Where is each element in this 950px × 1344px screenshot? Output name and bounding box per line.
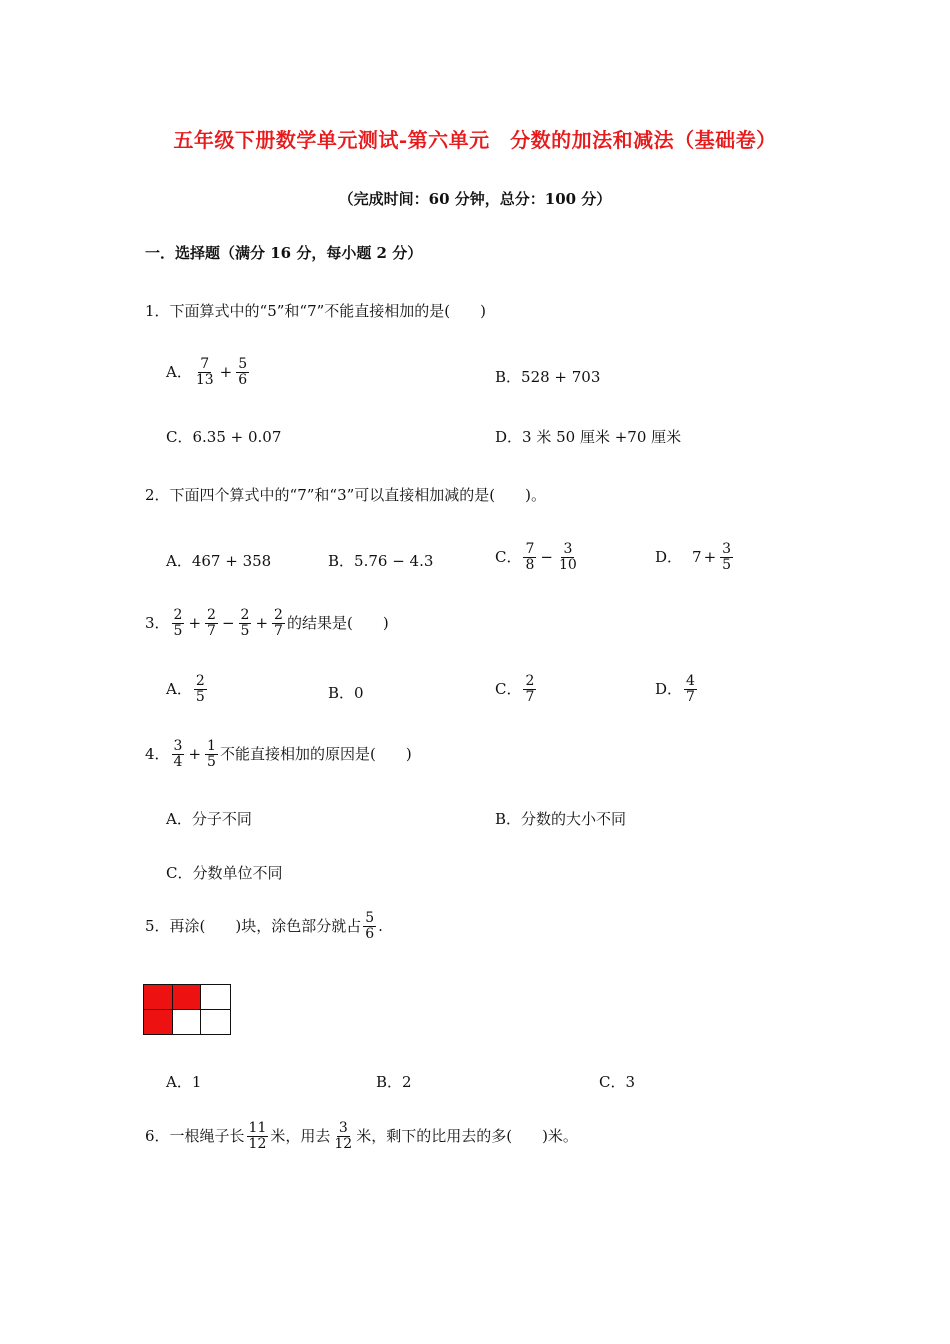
option-label: C． [495, 679, 522, 698]
q3-option-d [655, 674, 699, 704]
fraction: $\frac{7}{13}$ [195, 356, 214, 388]
question-2: 2．下面四个算式中的“7”和“3”可以直接相加减的是( )。 [145, 486, 547, 504]
fraction: $\frac{1}{5}$ [207, 738, 216, 770]
question-suffix: 的结果是( ) [286, 613, 389, 632]
q3-option-b: B．0 [328, 684, 364, 702]
fraction: $\frac{11}{12}$ [248, 1120, 267, 1152]
q2-option-c [495, 542, 581, 572]
q2-option-a: A．467 + 358 [166, 552, 272, 570]
question-number: 3． [145, 613, 170, 632]
q4-option-a: A．分子不同 [166, 810, 252, 828]
exam-info: （完成时间：60 分钟，总分：100 分） [338, 190, 612, 208]
fraction: $\frac{3}{4}$ [173, 738, 183, 770]
question-suffix: . [378, 916, 383, 935]
option-label: A． [166, 362, 192, 381]
option-label: D． [655, 547, 683, 566]
option-label: C． [495, 547, 522, 566]
fraction: $\frac{3}{10}$ [558, 541, 577, 573]
q1-option-a [166, 357, 251, 387]
question-1: 1．下面算式中的“5”和“7”不能直接相加的是( ) [145, 302, 487, 320]
fraction: $\frac{5}{6}$ [365, 910, 375, 942]
operator: − [221, 613, 235, 632]
fraction: $\frac{4}{7}$ [686, 673, 695, 705]
grid-cell [201, 985, 230, 1010]
fraction: $\frac{2}{5}$ [195, 673, 205, 705]
operator: + [188, 613, 202, 632]
fraction: $\frac{5}{6}$ [238, 356, 248, 388]
operator: + [188, 744, 202, 763]
grid-cell [201, 1010, 230, 1035]
q3-option-a [166, 674, 209, 704]
fraction: $\frac{2}{7}$ [274, 607, 283, 639]
operator: − [540, 547, 553, 566]
option-label: A． [166, 679, 192, 698]
q1-option-b: B．528 + 703 [495, 368, 601, 386]
grid-cell-shaded [173, 985, 202, 1010]
option-label: D． [655, 679, 683, 698]
fraction: $\frac{2}{7}$ [525, 673, 535, 705]
question-number: 4． [145, 744, 170, 763]
whole-number: 7 [692, 547, 702, 566]
fraction: $\frac{2}{5}$ [173, 607, 183, 639]
q5-option-b: B．2 [376, 1073, 412, 1091]
q1-option-c: C．6.35 + 0.07 [166, 428, 282, 446]
grid-cell-shaded [144, 985, 173, 1010]
q2-option-b: B．5.76 − 4.3 [328, 552, 434, 570]
question-suffix: 不能直接相加的原因是( ) [219, 744, 412, 763]
question-text: 5．再涂( )块，涂色部分就占 [145, 916, 362, 935]
grid-cell-shaded [144, 1010, 173, 1035]
operator: + [703, 547, 717, 566]
page-title: 五年级下册数学单元测试-第六单元 分数的加法和减法（基础卷） [173, 128, 777, 152]
fraction: $\frac{2}{7}$ [207, 607, 216, 639]
q2-option-d [655, 542, 735, 572]
question-text: 6．一根绳子长 [145, 1126, 245, 1145]
operator: + [255, 613, 269, 632]
question-text: 米，用去 [270, 1126, 331, 1145]
question-4 [145, 739, 412, 769]
q3-option-c [495, 674, 538, 704]
fraction: $\frac{7}{8}$ [525, 541, 535, 573]
question-5 [145, 911, 383, 941]
q5-option-a: A．1 [166, 1073, 202, 1091]
question-suffix: 米，剩下的比用去的多( )米。 [356, 1126, 578, 1145]
shaded-grid [143, 984, 231, 1035]
grid-cell [173, 1010, 202, 1035]
section-heading: 一．选择题（满分 16 分，每小题 2 分） [145, 244, 423, 262]
question-6 [145, 1121, 578, 1151]
q4-option-c: C．分数单位不同 [166, 864, 283, 882]
question-3 [145, 608, 389, 638]
q5-option-c: C．3 [599, 1073, 636, 1091]
operator: + [219, 362, 233, 381]
q1-option-d: D．3 米 50 厘米 +70 厘米 [495, 428, 682, 446]
fraction: $\frac{2}{5}$ [240, 607, 250, 639]
q4-option-b: B．分数的大小不同 [495, 810, 627, 828]
fraction: $\frac{3}{5}$ [722, 541, 732, 573]
fraction: $\frac{3}{12}$ [334, 1120, 353, 1152]
